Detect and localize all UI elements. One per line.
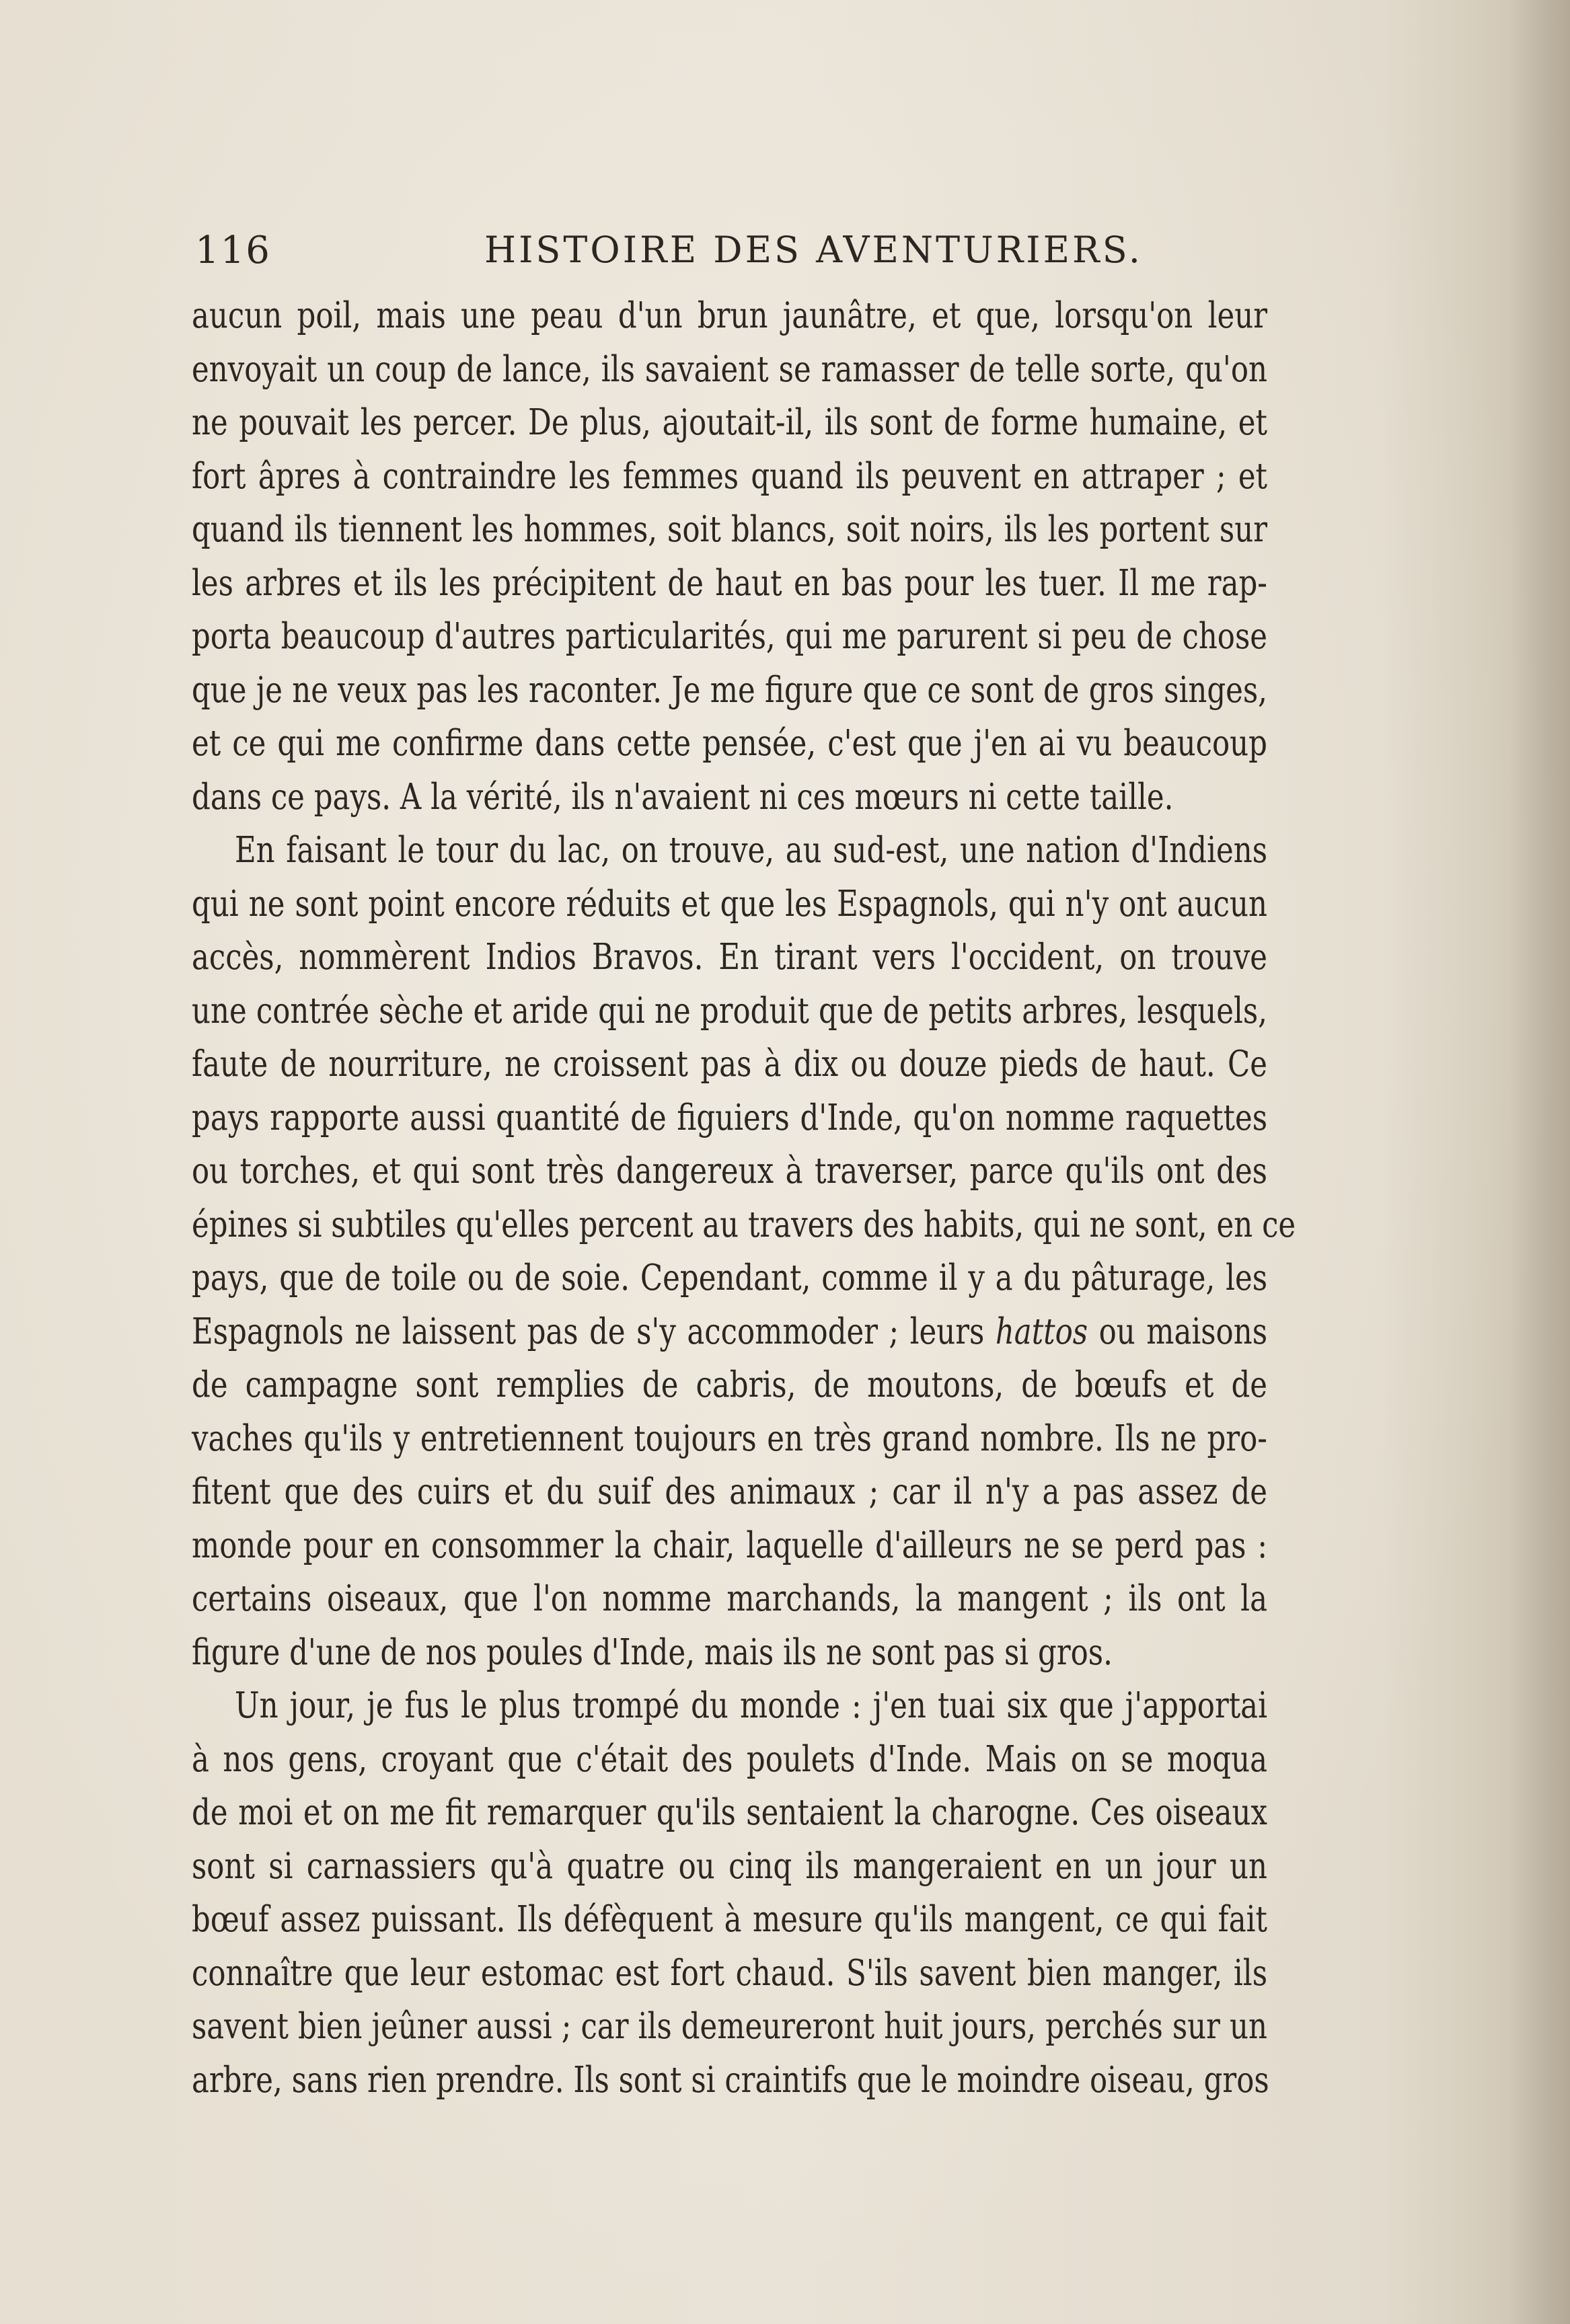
paragraph: [192, 289, 1267, 824]
text-line: porta beaucoup d'autres particularités, qui me parurent si peu de chose: [192, 616, 1267, 657]
page-edge-shadow: [1509, 0, 1570, 2324]
text-line: ou torches, et qui sont très dangereux à traverser, parce qu'ils ont des: [192, 1151, 1267, 1192]
text-line: fort âpres à contraindre les femmes quand ils peuvent en attraper ; et: [192, 455, 1267, 497]
text-line: que je ne veux pas les raconter. Je me figure que ce sont de gros singes,: [192, 669, 1267, 711]
running-title: HISTOIRE DES AVENTURIERS.: [484, 229, 1143, 271]
text-line: figure d'une de nos poules d'Inde, mais ils ne sont pas si gros.: [192, 1631, 1113, 1673]
text-line: En faisant le tour du lac, on trouve, au sud-est, une nation d'Indiens: [234, 830, 1268, 871]
italic-term: hattos: [995, 1311, 1088, 1352]
text-line: les arbres et ils les précipitent de haut en bas pour les tuer. Il me rap-: [192, 562, 1267, 604]
text-line: ne pouvait les percer. De plus, ajoutait-il, ils sont de forme humaine, et: [192, 402, 1267, 443]
text-line: accès, nommèrent Indios Bravos. En tirant vers l'occident, on trouve: [192, 937, 1267, 978]
text-line: Un jour, je fus le plus trompé du monde : j'en tuai six que j'apportai: [234, 1685, 1268, 1726]
text-line: fitent que des cuirs et du suif des animaux ; car il n'y a pas assez de: [192, 1471, 1267, 1512]
text-line: épines si subtiles qu'elles percent au travers des habits, qui ne sont, en ce: [192, 1204, 1296, 1245]
text-line: pays rapporte aussi quantité de figuiers d'Inde, qu'on nomme raquettes: [192, 1097, 1267, 1138]
text-line: de moi et on me fit remarquer qu'ils sentaient la charogne. Ces oiseaux: [192, 1792, 1267, 1833]
text-line: et ce qui me confirme dans cette pensée, c'est que j'en ai vu beaucoup: [192, 723, 1267, 764]
text-line: monde pour en consommer la chair, laquelle d'ailleurs ne se perd pas :: [192, 1524, 1267, 1566]
text-line: sont si carnassiers qu'à quatre ou cinq ils mangeraient en un jour un: [192, 1845, 1267, 1887]
text-line: connaître que leur estomac est fort chaud. S'ils savent bien manger, ils: [192, 1952, 1267, 1994]
text-line: bœuf assez puissant. Ils défèquent à mesure qu'ils mangent, ce qui fait: [192, 1899, 1267, 1940]
text-line: certains oiseaux, que l'on nomme marchands, la mangent ; ils ont la: [192, 1578, 1267, 1619]
paragraph: [192, 824, 1296, 1679]
text-line: dans ce pays. A la vérité, ils n'avaient ni ces mœurs ni cette taille.: [192, 776, 1174, 818]
text-line: Espagnols ne laissent pas de s'y accommoder ; leurs hattos ou maisons: [192, 1311, 1268, 1352]
page-header: [195, 222, 1231, 282]
text-line: savent bien jeûner aussi ; car ils demeureront huit jours, perchés sur un: [192, 2006, 1267, 2047]
text-line: envoyait un coup de lance, ils savaient se ramasser de telle sorte, qu'on: [192, 348, 1267, 390]
page-number: 116: [195, 229, 271, 272]
text-line: vaches qu'ils y entretiennent toujours en très grand nombre. Ils ne pro-: [192, 1418, 1267, 1459]
text-line: quand ils tiennent les hommes, soit blancs, soit noirs, ils les portent sur: [192, 509, 1267, 550]
paragraph: [192, 1679, 1267, 2107]
text-line: faute de nourriture, ne croissent pas à dix ou douze pieds de haut. Ce: [192, 1044, 1267, 1085]
text-line: aucun poil, mais une peau d'un brun jaunâtre, et que, lorsqu'on leur: [192, 295, 1267, 336]
text-line: pays, que de toile ou de soie. Cependant, comme il y a du pâturage, les: [192, 1257, 1267, 1299]
body-text: [192, 289, 1296, 2107]
text-line: qui ne sont point encore réduits et que les Espagnols, qui n'y ont aucun: [192, 883, 1267, 925]
text-line: une contrée sèche et aride qui ne produit que de petits arbres, lesquels,: [192, 990, 1267, 1032]
text-line: de campagne sont remplies de cabris, de moutons, de bœufs et de: [192, 1364, 1267, 1405]
text-line: à nos gens, croyant que c'était des poulets d'Inde. Mais on se moqua: [192, 1738, 1267, 1780]
text-line: arbre, sans rien prendre. Ils sont si craintifs que le moindre oiseau, gros: [192, 2059, 1269, 2101]
